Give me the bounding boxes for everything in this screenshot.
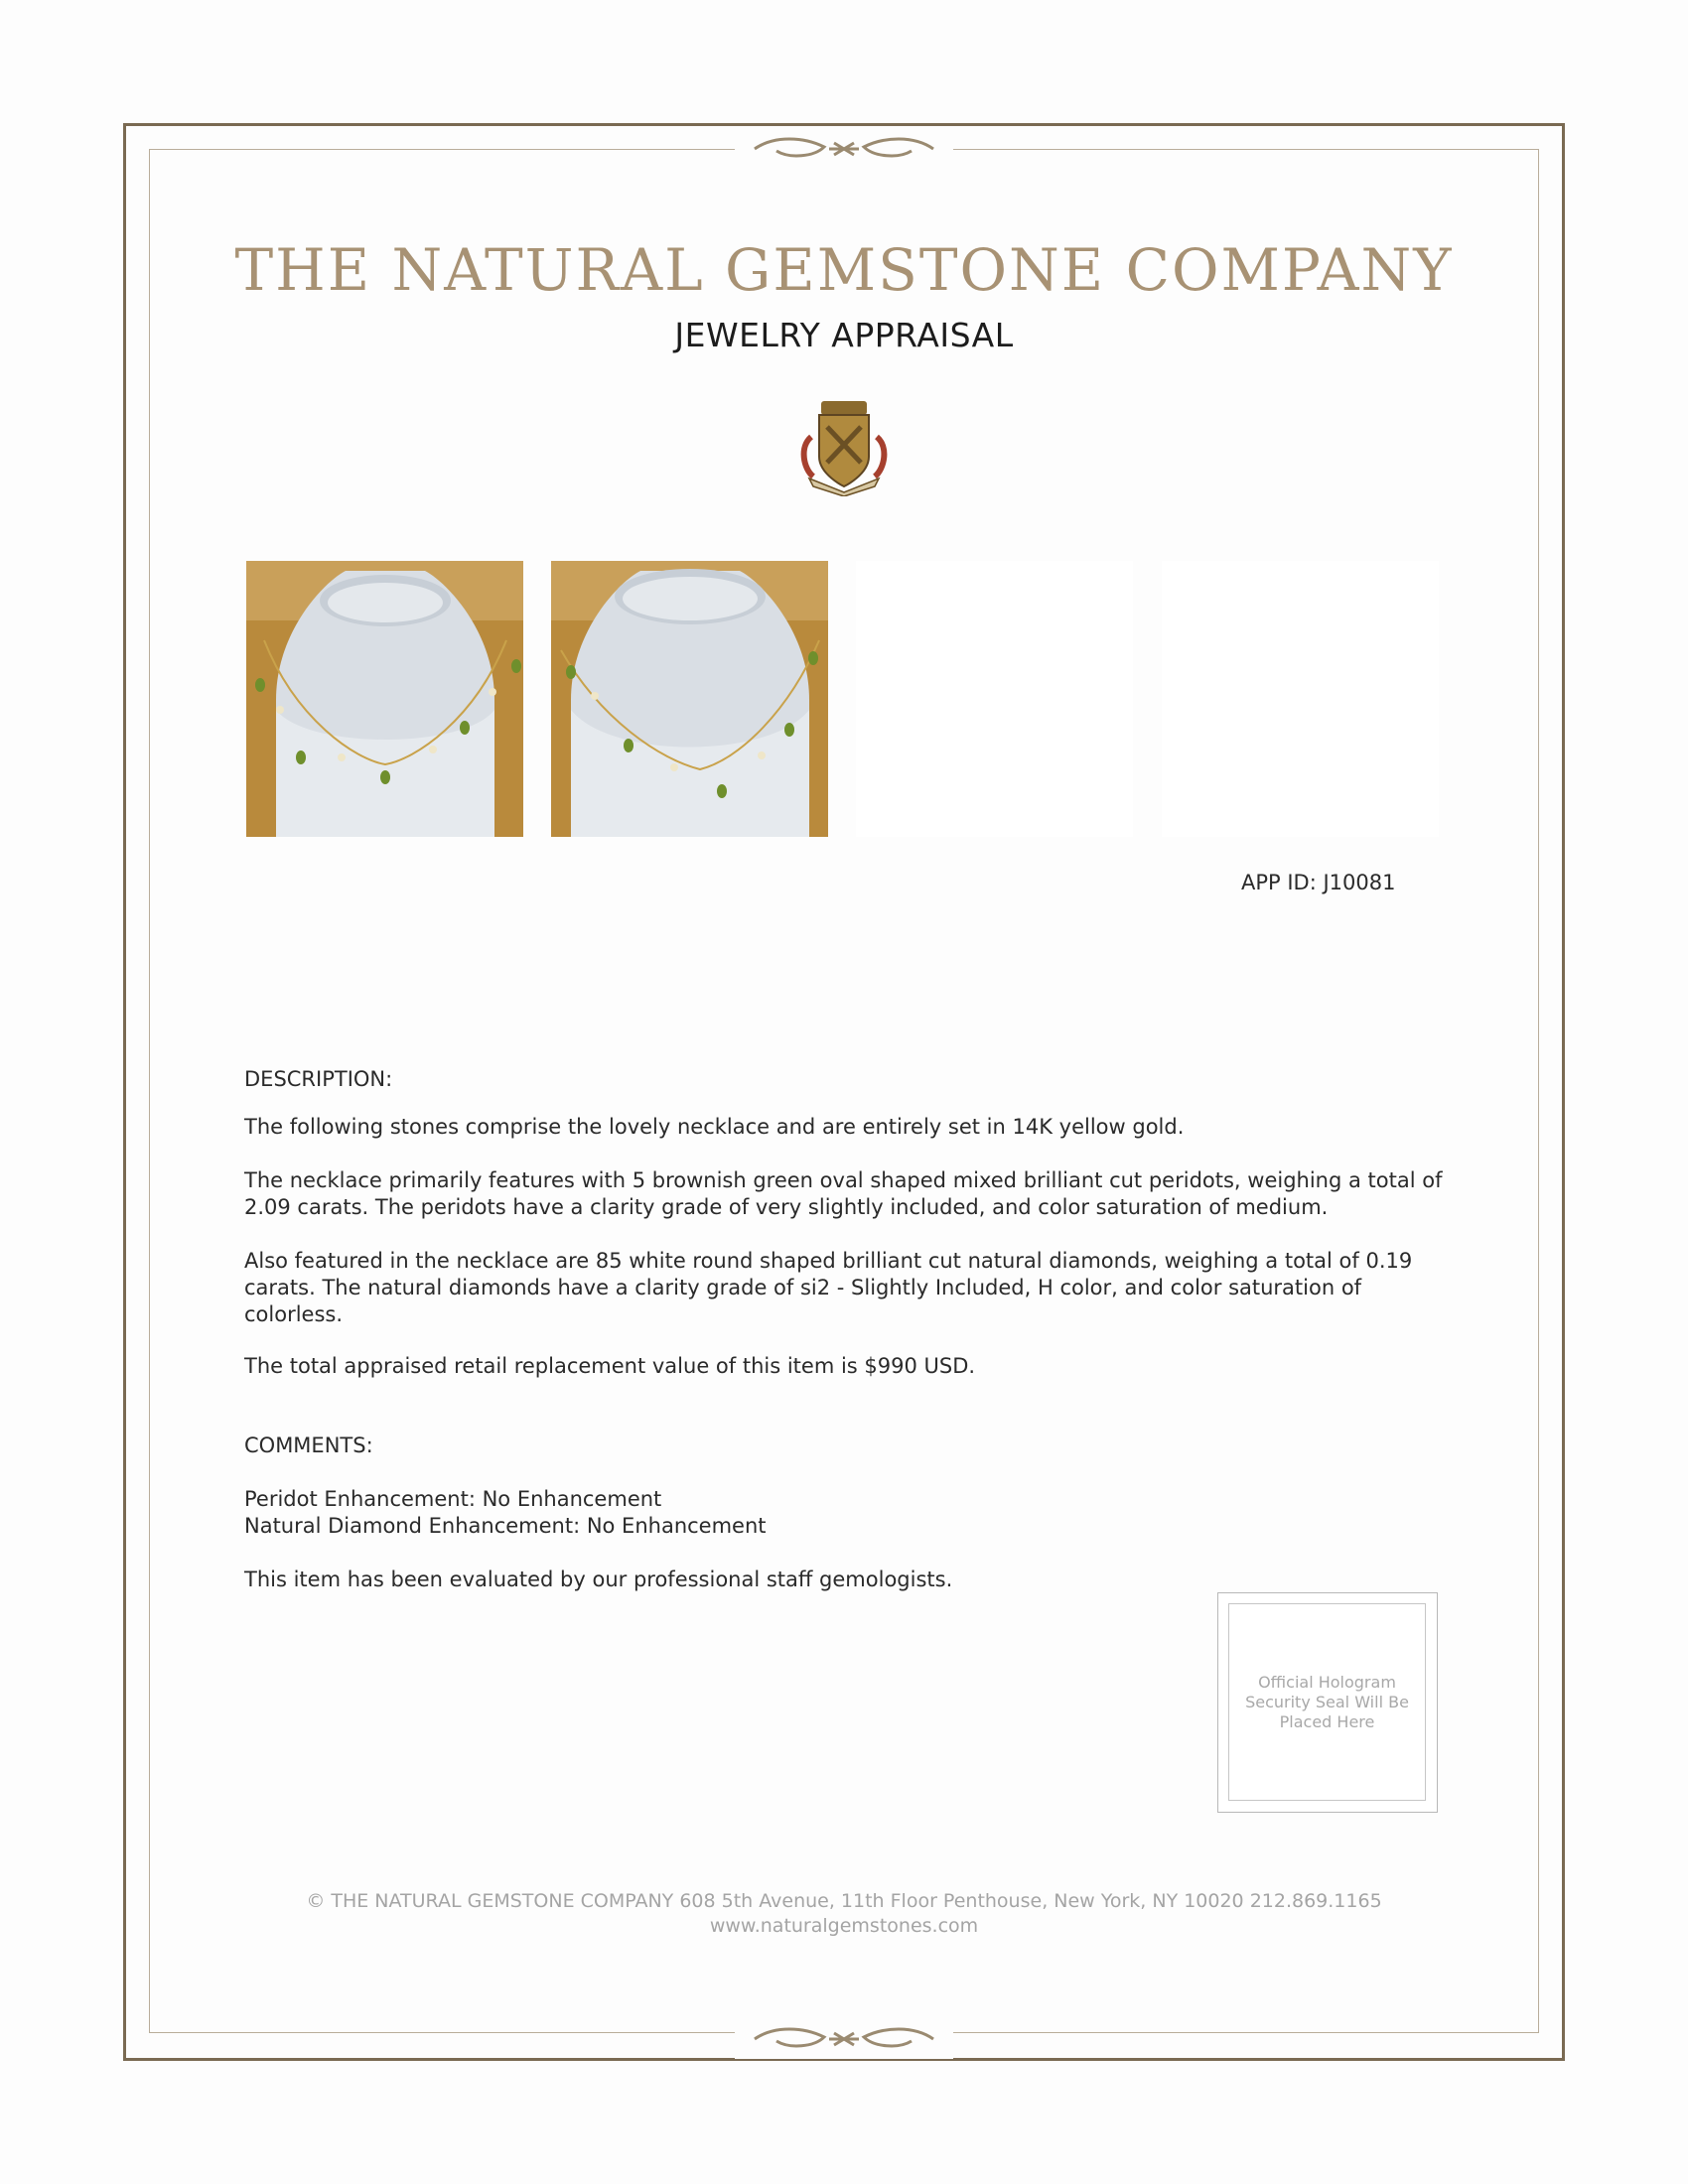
photo-placeholder [1162, 561, 1439, 837]
description-paragraph: Also featured in the necklace are 85 white round shaped brilliant cut natural diamonds, weighing a total of 0.19 carats. The natural diamonds have a clarity grade of si2 - Slightly Included, H color, and color saturation of colorless. [244, 1249, 1413, 1326]
top-ornament-icon [735, 129, 953, 169]
comment-line: Natural Diamond Enhancement: No Enhancement [244, 1514, 767, 1538]
footer-address: © THE NATURAL GEMSTONE COMPANY 608 5th Avenue, 11th Floor Penthouse, New York, NY 10020 212.869.1165 [306, 1890, 1382, 1912]
comments-label: COMMENTS: [244, 1433, 373, 1457]
bottom-ornament-icon [735, 2019, 953, 2059]
app-id: APP ID: J10081 [1241, 871, 1396, 894]
hologram-seal-box [1217, 1592, 1438, 1813]
crest-icon [799, 397, 889, 496]
company-name: THE NATURAL GEMSTONE COMPANY [234, 236, 1454, 304]
description-label: DESCRIPTION: [244, 1067, 393, 1091]
appraised-value: The total appraised retail replacement value of this item is $990 USD. [244, 1354, 976, 1378]
necklace-photo-front [246, 561, 523, 837]
footer-website: www.naturalgemstones.com [709, 1915, 979, 1937]
document-title: JEWELRY APPRAISAL [674, 316, 1014, 354]
description-paragraph: The following stones comprise the lovely necklace and are entirely set in 14K yellow gold. [244, 1115, 1185, 1139]
photo-placeholder [856, 561, 1133, 837]
evaluation-note: This item has been evaluated by our professional staff gemologists. [244, 1568, 953, 1591]
hologram-seal-text: Official Hologram Security Seal Will Be Placed Here [1228, 1603, 1426, 1801]
comment-line: Peridot Enhancement: No Enhancement [244, 1487, 662, 1511]
description-paragraph: The necklace primarily features with 5 brownish green oval shaped mixed brilliant cut peridots, weighing a total of 2.09 carats. The peridots have a clarity grade of very slightly included, and color saturation of medium. [244, 1168, 1443, 1219]
necklace-photo-angle [551, 561, 828, 837]
